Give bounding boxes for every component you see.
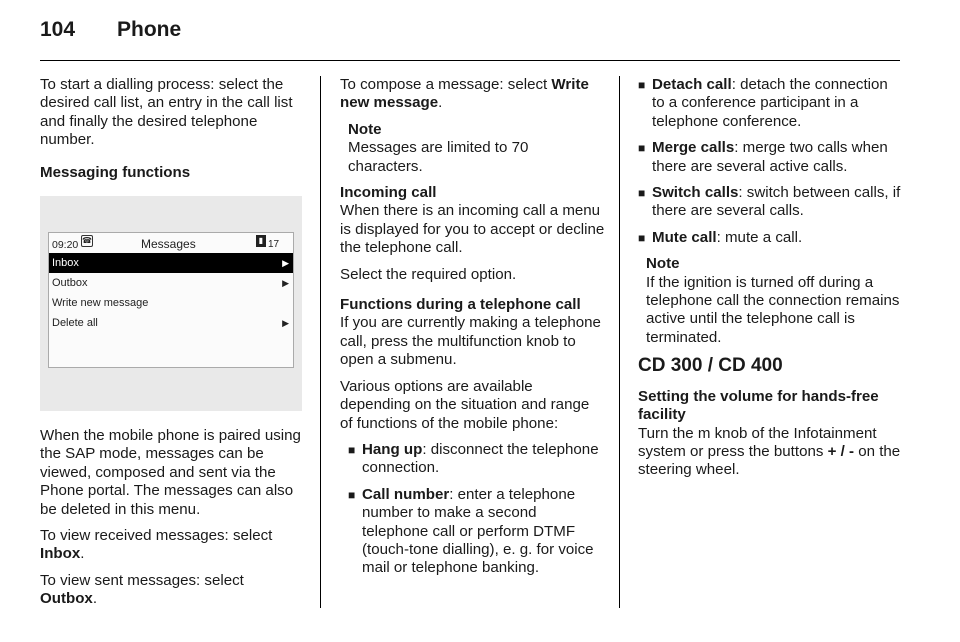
screen-menu-item-label: Delete all bbox=[52, 317, 98, 330]
list-item-merge-calls bbox=[638, 139, 903, 176]
list-item-call-number bbox=[348, 486, 605, 578]
outbox-paragraph bbox=[40, 572, 305, 609]
bullet-icon: ■ bbox=[638, 141, 646, 156]
inbox-text: To view received messages: select bbox=[40, 527, 273, 545]
screen-time: 09:20 bbox=[52, 239, 79, 252]
incoming-call-heading: Incoming call bbox=[340, 184, 437, 202]
screen-menu-item-label: Write new message bbox=[52, 297, 149, 310]
header-rule bbox=[40, 60, 900, 61]
option-name: Hang up bbox=[362, 440, 423, 458]
option-name: Mute call bbox=[652, 228, 717, 246]
inbox-punct: . bbox=[80, 545, 85, 563]
inbox-paragraph bbox=[40, 527, 305, 564]
note-block bbox=[638, 255, 903, 347]
compose-text: To compose a message: select bbox=[340, 76, 552, 93]
volume-buttons-term: + / - bbox=[827, 442, 855, 460]
list-item-detach-call bbox=[638, 76, 903, 131]
page-number: 104 bbox=[40, 18, 76, 41]
screen-title: Messages bbox=[141, 237, 196, 252]
option-description: : detach the connection to a conference participant in a telephone conference. bbox=[652, 76, 888, 130]
option-name: Merge calls bbox=[652, 139, 735, 157]
bullet-icon: ■ bbox=[348, 487, 356, 502]
chevron-right-icon: ▶ bbox=[282, 278, 289, 289]
note-title: Note bbox=[646, 255, 680, 273]
compose-paragraph bbox=[340, 76, 605, 113]
option-description: : merge two calls when there are several active calls. bbox=[652, 139, 888, 175]
list-item-mute-call bbox=[638, 229, 903, 247]
section-title: CD 300 / CD 400 bbox=[638, 355, 783, 377]
screen-menu-item-outbox[interactable] bbox=[49, 273, 293, 293]
note-text: If the ignition is turned off during a telephone call the connection remains active until the telephone call is terminated. bbox=[646, 273, 900, 346]
bullet-icon: ■ bbox=[638, 230, 646, 245]
messages-screen-image bbox=[40, 196, 302, 411]
column-2 bbox=[340, 76, 605, 586]
column-3 bbox=[638, 76, 903, 488]
messaging-heading: Messaging functions bbox=[40, 163, 191, 181]
volume-text: knob of the Infotainment system or press the buttons bbox=[638, 424, 877, 460]
outbox-term: Outbox bbox=[40, 590, 93, 608]
chevron-right-icon: ▶ bbox=[282, 258, 289, 269]
volume-text: Turn the bbox=[638, 424, 698, 442]
screen-menu-item-label: Outbox bbox=[52, 277, 88, 290]
column-divider bbox=[619, 76, 620, 608]
column-divider bbox=[320, 76, 321, 608]
incoming-call-text: When there is an incoming call a menu is displayed for you to accept or decline the telephone call. bbox=[340, 202, 605, 257]
screen-menu-list bbox=[49, 253, 293, 333]
conference-options-list bbox=[638, 76, 903, 247]
paired-paragraph: When the mobile phone is paired using the SAP mode, messages can be viewed, composed and sent via the Phone portal. The messages can also be deleted in this menu. bbox=[40, 427, 301, 518]
screen-status-bar bbox=[49, 233, 293, 251]
dialling-intro: To start a dialling process: select the desired call list, an entry in the call list and finally the desired telephone number. bbox=[40, 76, 293, 149]
messages-screen bbox=[48, 232, 294, 368]
option-description: : disconnect the telephone connection. bbox=[362, 440, 599, 477]
functions-text: If you are currently making a telephone call, press the multifunction knob to open a submenu. bbox=[340, 314, 601, 369]
various-options-text: Various options are available depending on the situation and range of functions of the mobile phone: bbox=[340, 377, 590, 432]
list-item-hang-up bbox=[348, 441, 605, 478]
compose-term: Write new message bbox=[340, 76, 589, 112]
volume-heading: Setting the volume for hands-free facility bbox=[638, 387, 879, 424]
bullet-icon: ■ bbox=[638, 78, 646, 92]
select-option-text: Select the required option. bbox=[340, 265, 517, 283]
screen-menu-item-write-new-message[interactable] bbox=[49, 293, 293, 313]
volume-text: on the steering wheel. bbox=[638, 442, 901, 479]
outbox-text: To view sent messages: select bbox=[40, 571, 244, 589]
screen-menu-item-inbox[interactable] bbox=[49, 253, 293, 273]
option-description: : mute a call. bbox=[716, 228, 803, 246]
chevron-right-icon: ▶ bbox=[282, 318, 289, 329]
note-text: Messages are limited to 70 characters. bbox=[348, 139, 529, 175]
screen-temperature: 17 bbox=[268, 239, 280, 251]
call-options-list bbox=[340, 441, 605, 578]
inbox-term: Inbox bbox=[40, 545, 81, 563]
functions-heading: Functions during a telephone call bbox=[340, 296, 581, 314]
option-description: : switch between calls, if there are several calls. bbox=[652, 184, 901, 220]
page-title: Phone bbox=[117, 18, 182, 41]
screen-menu-item-label: Inbox bbox=[52, 257, 79, 270]
power-knob-icon: m bbox=[697, 424, 711, 442]
column-1 bbox=[40, 76, 305, 617]
list-item-switch-calls bbox=[638, 184, 903, 221]
outbox-punct: . bbox=[92, 590, 98, 608]
bullet-icon: ■ bbox=[638, 186, 646, 201]
thermometer-icon: ▮ bbox=[256, 235, 266, 247]
bullet-icon: ■ bbox=[348, 442, 356, 457]
option-name: Call number bbox=[362, 485, 450, 503]
compose-punct: . bbox=[438, 94, 443, 112]
screen-menu-item-delete-all[interactable] bbox=[49, 313, 293, 333]
option-description: : enter a telephone number to make a second telephone call or perform DTMF (touch-tone dialling), e. g. for voice mail or telephone banking. bbox=[362, 485, 594, 577]
page-header bbox=[40, 18, 920, 58]
note-block bbox=[340, 121, 605, 176]
volume-paragraph bbox=[638, 425, 903, 480]
option-name: Switch calls bbox=[652, 184, 739, 202]
phone-icon: ☎ bbox=[82, 236, 92, 246]
option-name: Detach call bbox=[652, 76, 732, 93]
note-title: Note bbox=[348, 120, 382, 138]
